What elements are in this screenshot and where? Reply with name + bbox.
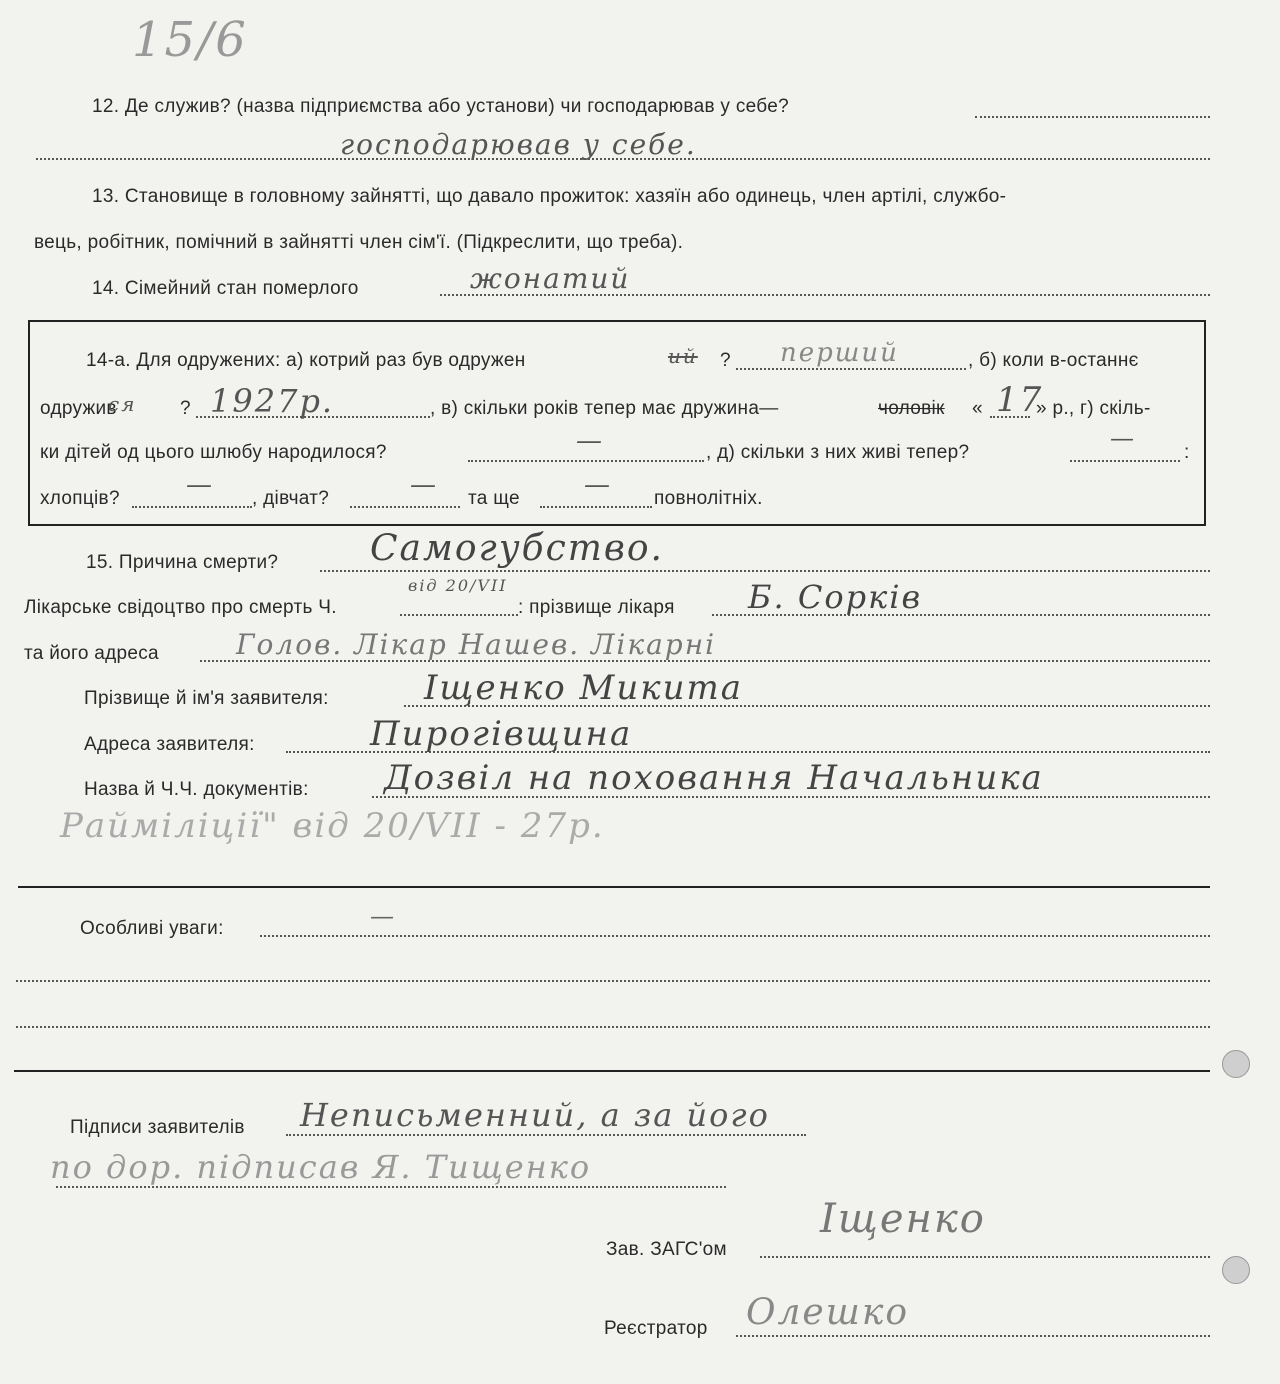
q12-line-1 xyxy=(975,116,1210,118)
notes-answer: — xyxy=(370,902,396,930)
q14a-quote-open: « xyxy=(972,398,983,419)
q14a-girls-dots xyxy=(350,506,460,508)
q14a-q2: ? xyxy=(180,398,191,419)
signatures-dots xyxy=(286,1134,806,1136)
address-answer: Голов. Лікар Нашев. Лікарні xyxy=(236,628,717,661)
q14a-adults-label: повнолітніх. xyxy=(654,488,763,509)
q14-answer: жонатий xyxy=(470,262,631,295)
signatures-answer-2: по дор. підписав Я. Тищенко xyxy=(50,1148,592,1186)
q14a-also-dots xyxy=(540,506,652,508)
q14a-line-3-dots-2 xyxy=(1070,460,1180,462)
q12-answer: господарював у себе. xyxy=(340,128,697,161)
cert-doctor-label: : прізвище лікаря xyxy=(518,597,675,618)
signatures-line-2 xyxy=(56,1186,726,1188)
notes-line-2 xyxy=(16,980,1210,982)
notes-label: Особливі уваги: xyxy=(80,918,224,939)
q14a-line-3-b: , д) скільки з них живі тепер? xyxy=(706,442,970,463)
q13-line-1: 13. Становище в головному зайнятті, що давало прожиток: хазяїн або одинець, член артілі, службо- xyxy=(92,186,1007,207)
registrar-signature: Олешко xyxy=(746,1292,910,1333)
documents-answer-1: Дозвіл на поховання Начальника xyxy=(384,758,1044,798)
registrar-dots xyxy=(736,1335,1210,1337)
q14a-children: — xyxy=(576,426,604,456)
notes-dots xyxy=(260,935,1210,937)
q15-label: 15. Причина смерти? xyxy=(86,552,279,573)
q14a-line-1-label: 14-а. Для одружених: а) котрий раз був одружен xyxy=(86,350,526,371)
q14a-line-2-label: одружив xyxy=(40,398,117,419)
q14a-q1: ? xyxy=(720,350,731,371)
cert-dots xyxy=(400,614,518,616)
address-label: та його адреса xyxy=(24,643,159,664)
q14a-line-1-b: , б) коли в-останнє xyxy=(968,350,1139,371)
notes-line-3 xyxy=(16,1026,1210,1028)
q13-line-2: вець, робітник, помічний в зайнятті член сім'ї. (Підкреслити, що треба). xyxy=(34,232,684,253)
punch-hole-icon xyxy=(1222,1050,1250,1078)
q14a-alive: — xyxy=(1110,424,1136,452)
q14a-line-3-dots xyxy=(468,460,704,462)
section-rule-2 xyxy=(14,1070,1210,1072)
zags-label: Зав. ЗАГС'ом xyxy=(606,1239,727,1260)
q15-answer: Самогубство. xyxy=(370,528,664,569)
q14a-also-label: та ще xyxy=(468,488,520,509)
q14a-strike-1: ий xyxy=(668,344,698,368)
q14a-age: 17 xyxy=(996,380,1044,420)
cert-number: від 20/VII xyxy=(408,576,508,595)
punch-hole-icon xyxy=(1222,1256,1250,1284)
documents-answer-2: Райміліції" від 20/VII - 27р. xyxy=(60,806,605,846)
zags-dots xyxy=(760,1256,1210,1258)
q14a-answer-times: перший xyxy=(780,338,899,368)
q14a-girls: — xyxy=(410,470,438,500)
q14a-line-2-b: , в) скільки років тепер має дружина— xyxy=(430,398,779,419)
signatures-answer-1: Неписьменний, а за його xyxy=(300,1096,770,1134)
applicant-name-label: Прізвище й ім'я заявителя: xyxy=(84,688,329,709)
q14a-line-3-label: ки дітей од цього шлюбу народилося? xyxy=(40,442,387,463)
applicant-address-label: Адреса заявителя: xyxy=(84,734,255,755)
registrar-label: Реєстратор xyxy=(604,1318,708,1339)
cert-label: Лікарське свідоцтво про смерть Ч. xyxy=(24,597,337,618)
q14a-line-2-d: » р., г) скіль- xyxy=(1036,398,1151,419)
q15-line xyxy=(320,570,1210,572)
applicant-name-answer: Іщенко Микита xyxy=(424,668,743,708)
q14-label: 14. Сімейний стан померлого xyxy=(92,278,359,299)
corner-note: 15/6 xyxy=(132,12,248,68)
q14a-strike-2: чоловік xyxy=(878,398,945,419)
signatures-label: Підписи заявителів xyxy=(70,1117,245,1138)
cert-doctor: Б. Сорків xyxy=(748,578,923,616)
q14a-colon: : xyxy=(1184,442,1190,463)
q14a-boys-label: хлопців? xyxy=(40,488,120,509)
zags-signature: Іщенко xyxy=(820,1196,986,1242)
applicant-address-answer: Пирогівщина xyxy=(370,714,633,754)
q14a-boys-dots xyxy=(132,506,252,508)
q14a-girls-label: , дівчат? xyxy=(252,488,330,509)
q12-label: 12. Де служив? (назва підприємства або установи) чи господарював у себе? xyxy=(92,96,789,117)
q14a-suffix: ся xyxy=(108,392,137,416)
q14a-boys: — xyxy=(186,470,214,500)
documents-label: Назва й Ч.Ч. документів: xyxy=(84,779,309,800)
q14a-year: 1927р. xyxy=(210,382,335,420)
section-rule-1 xyxy=(18,886,1210,888)
q14a-line-1-dots xyxy=(736,368,966,370)
q14a-adults: — xyxy=(584,470,612,500)
